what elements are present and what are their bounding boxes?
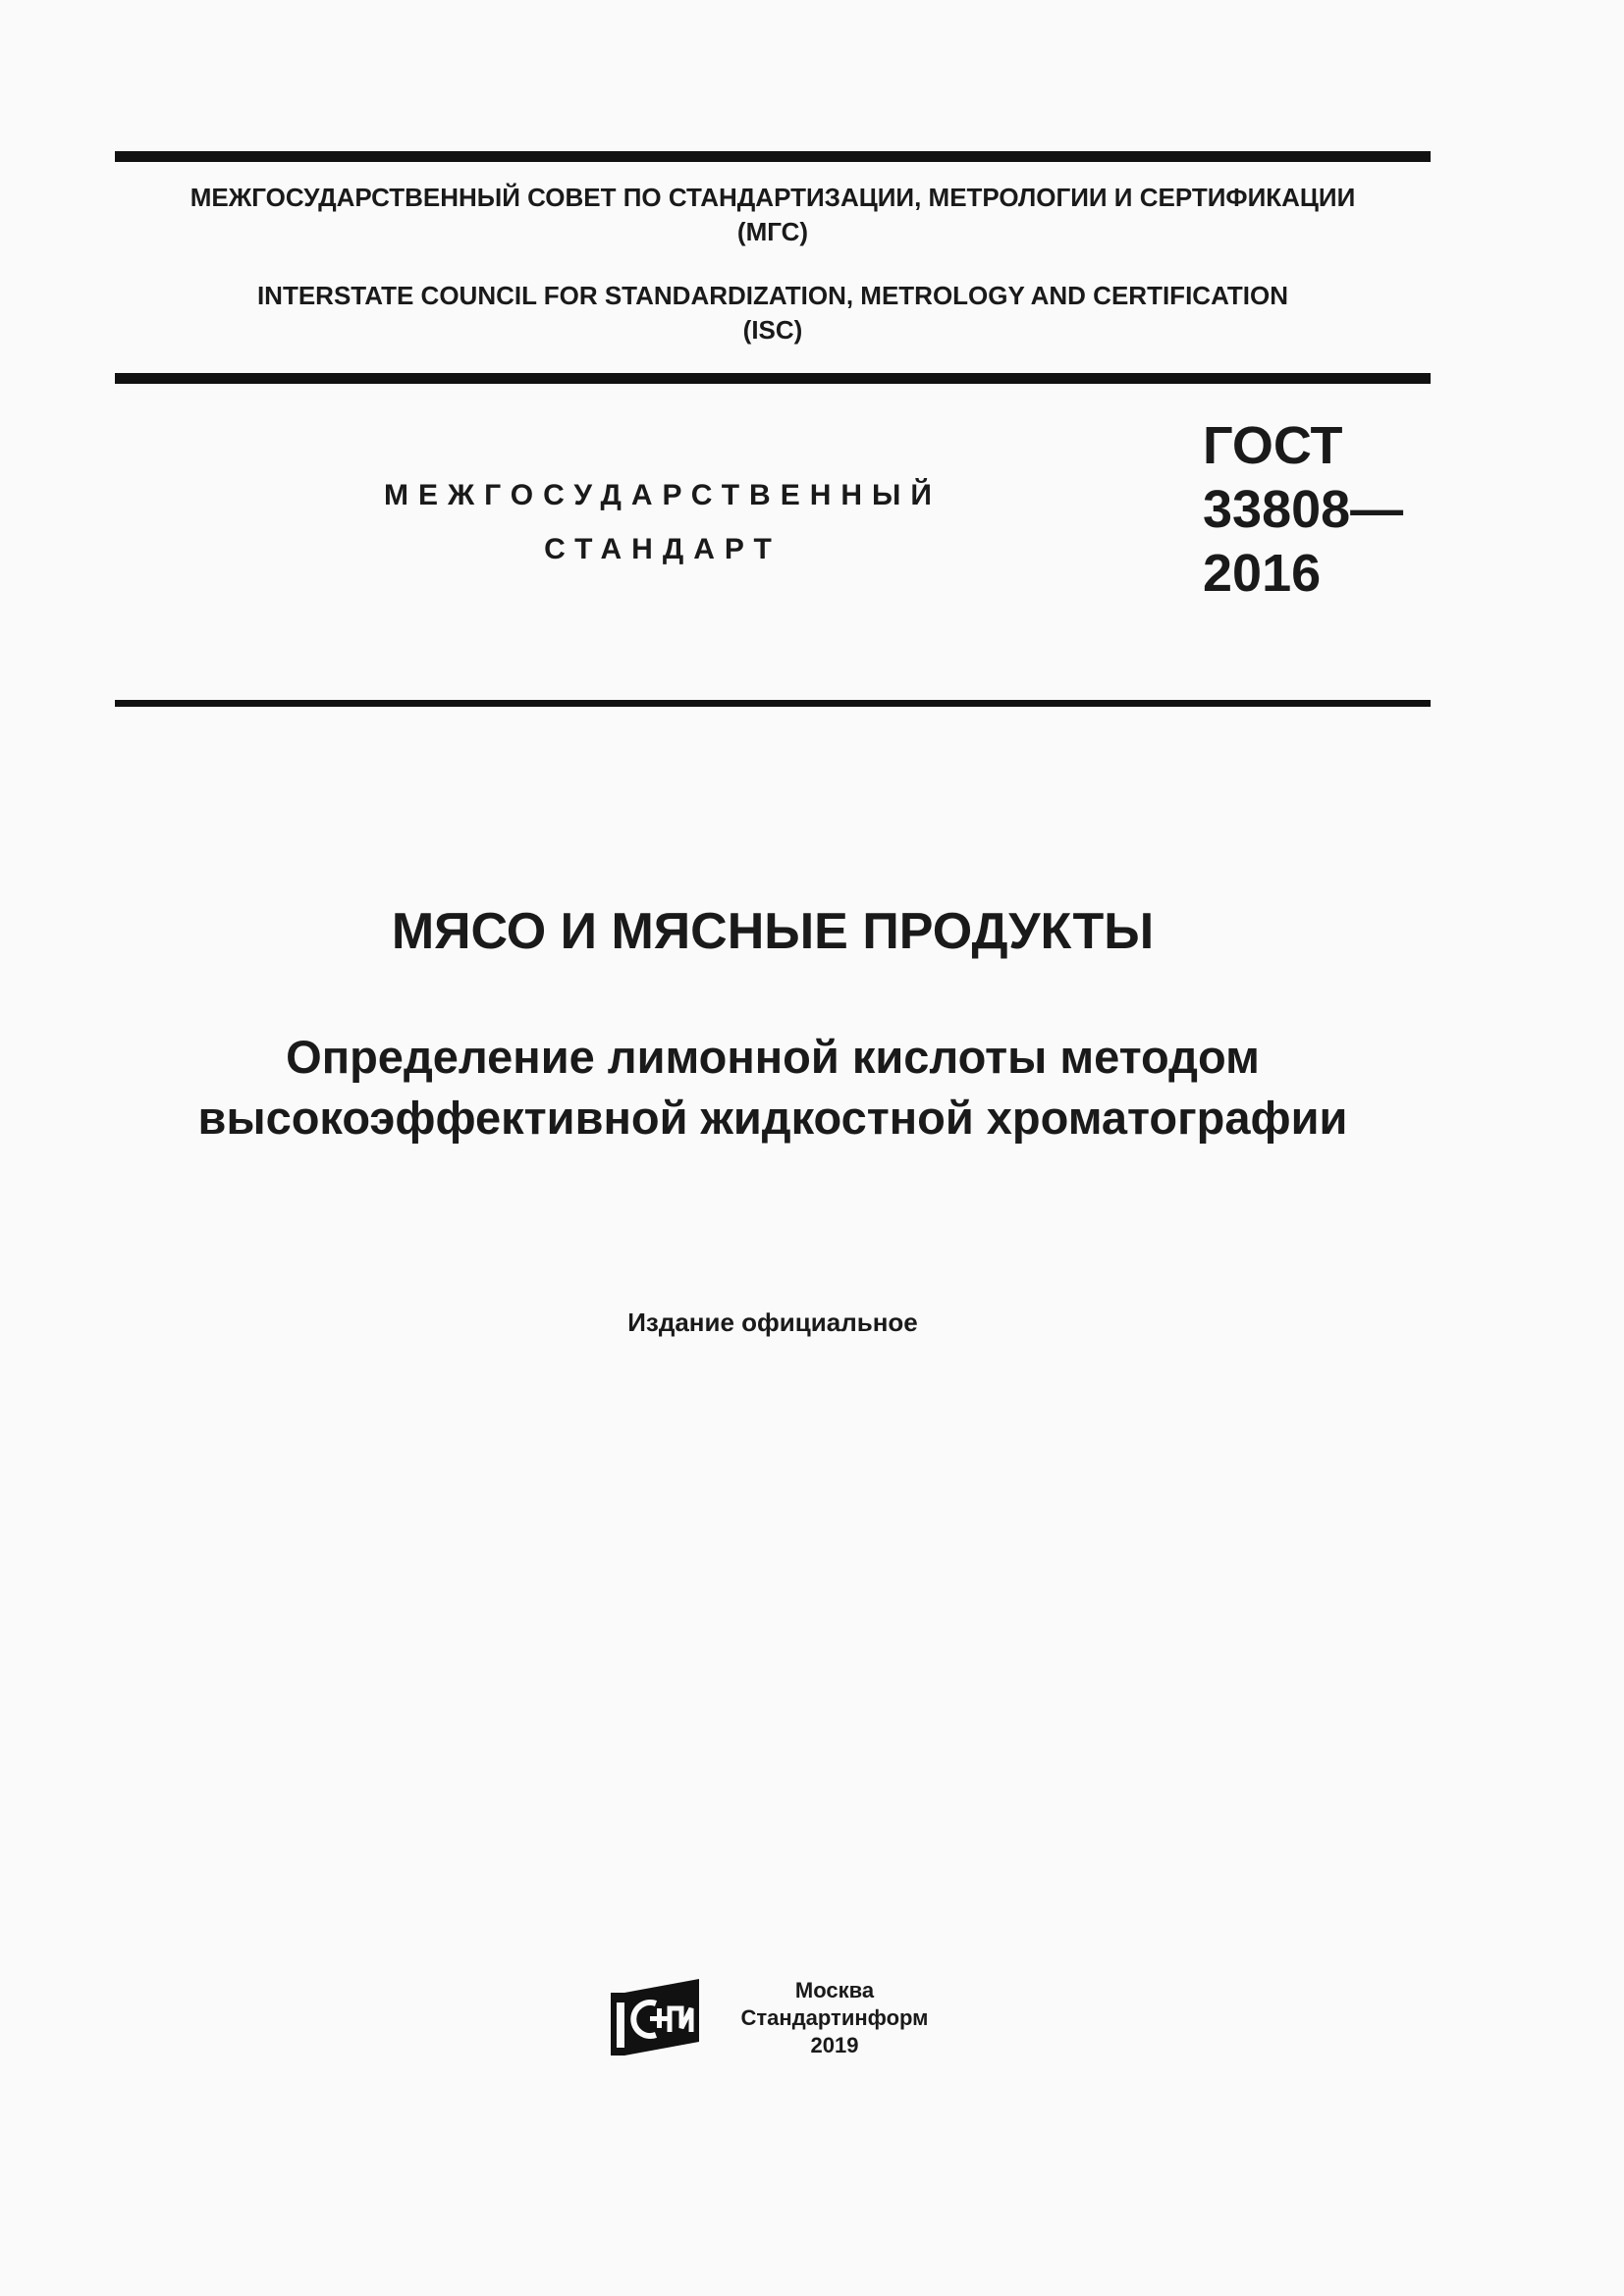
publisher-imprint	[717, 1977, 952, 2059]
document-title: МЯСО И МЯСНЫЕ ПРОДУКТЫ	[391, 903, 1155, 960]
council-abbr-ru: (МГС)	[736, 217, 809, 246]
subtitle-line2: высокоэффективной жидкостной хроматографии	[197, 1092, 1348, 1144]
council-name-ru	[115, 181, 1431, 249]
bottom-rule	[115, 700, 1431, 707]
council-abbr-en: (ISC)	[742, 315, 803, 345]
document-subtitle	[115, 1027, 1431, 1148]
top-rule	[115, 151, 1431, 162]
publisher-name: Стандартинформ	[740, 2005, 929, 2030]
designation-year: 2016	[1203, 544, 1322, 603]
standartinform-logo-icon	[611, 1979, 705, 2056]
designation-prefix: ГОСТ	[1203, 416, 1343, 475]
council-name-ru-line1: МЕЖГОСУДАРСТВЕННЫЙ СОВЕТ ПО СТАНДАРТИЗАЦИИ, МЕТРОЛОГИИ И СЕРТИФИКАЦИИ	[189, 183, 1356, 212]
designation-number: 33808—	[1203, 480, 1404, 539]
council-name-en-line1: INTERSTATE COUNCIL FOR STANDARDIZATION, METROLOGY AND CERTIFICATION	[256, 281, 1289, 310]
standard-designation	[1203, 414, 1403, 606]
publication-year: 2019	[810, 2033, 859, 2057]
standard-type-line1: МЕЖГОСУДАРСТВЕННЫЙ	[384, 479, 942, 511]
edition-note: Издание официальное	[627, 1308, 918, 1337]
standard-type-label	[344, 468, 982, 576]
middle-rule	[115, 373, 1431, 384]
standard-type-line2: СТАНДАРТ	[544, 533, 782, 565]
subtitle-line1: Определение лимонной кислоты методом	[286, 1031, 1260, 1083]
council-name-en	[115, 279, 1431, 347]
publisher-city: Москва	[794, 1978, 875, 2002]
